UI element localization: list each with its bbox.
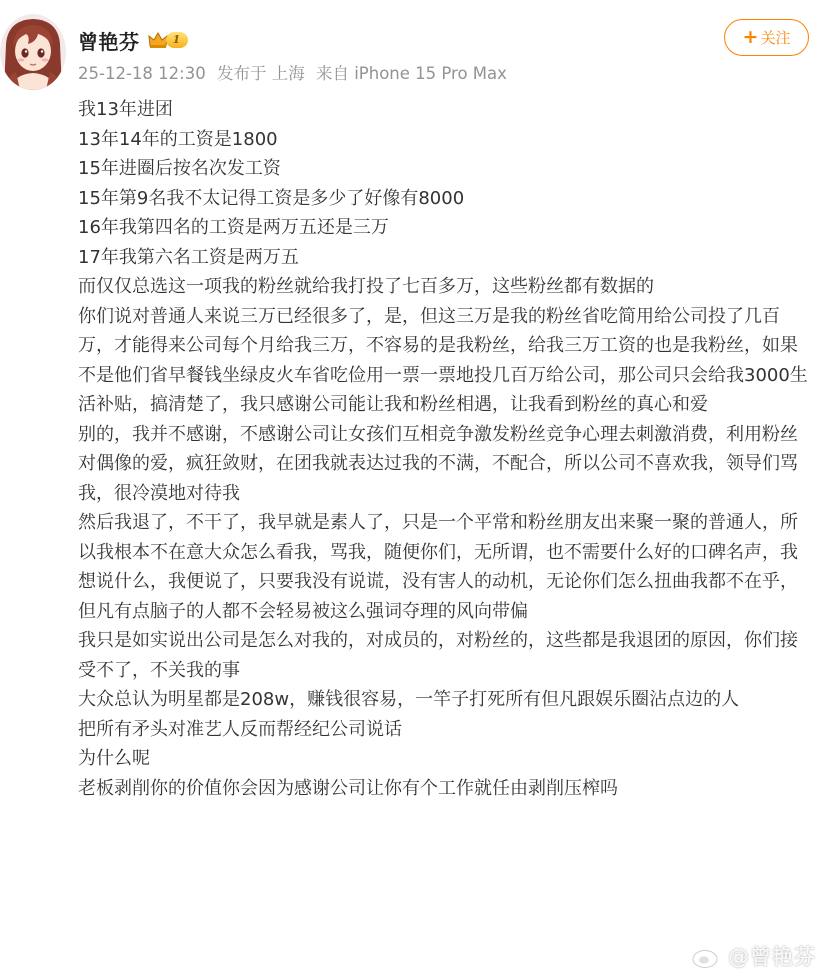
watermark-text: @曾艳芬 bbox=[728, 945, 816, 969]
weibo-logo-icon bbox=[692, 943, 722, 969]
post-meta bbox=[78, 60, 507, 84]
post-paragraph: 为什么呢 bbox=[78, 748, 150, 769]
post-paragraph: 而仅仅总选这一项我的粉丝就给我打投了七百多万，这些粉丝都有数据的 bbox=[78, 276, 654, 297]
post-device: 来自 iPhone 15 Pro Max bbox=[315, 64, 507, 83]
watermark bbox=[636, 936, 816, 976]
post-content bbox=[78, 95, 808, 803]
post-paragraph: 你们说对普通人来说三万已经很多了，是，但这三万是我的粉丝省吃简用给公司投了几百万，才能得来公司每个月给我三万，不容易的是我粉丝，给我三万工资的也是我粉丝，如果不是他们省早餐钱坐绿皮火车省吃俭用一票一票地投几百万给公司，那公司只会给我3000生活补贴，搞清楚了，我只感谢公司能让我和粉丝相遇，让我看到粉丝的真心和爱 bbox=[78, 305, 808, 415]
post-paragraph: 我只是如实说出公司是怎么对我的，对成员的，对粉丝的，这些都是我退团的原因，你们接受不了，不关我的事 bbox=[78, 630, 798, 681]
plus-icon: + bbox=[742, 26, 759, 48]
username[interactable]: 曾艳芬 bbox=[78, 29, 140, 54]
post-time[interactable]: 25-12-18 12:30 bbox=[78, 64, 206, 83]
follow-button[interactable] bbox=[724, 19, 809, 56]
avatar[interactable] bbox=[0, 14, 66, 90]
anime-girl-avatar-icon bbox=[0, 14, 66, 90]
post-paragraph: 别的，我并不感谢，不感谢公司让女孩们互相竞争激发粉丝竞争心理去刺激消费，利用粉丝对偶像的爱，疯狂敛财，在团我就表达过我的不满，不配合，所以公司不喜欢我，领导们骂我，很冷漠地对待我 bbox=[78, 423, 798, 504]
crown-icon bbox=[148, 32, 168, 49]
vip-level: 1 bbox=[166, 32, 188, 48]
post-location: 发布于 上海 bbox=[216, 64, 305, 83]
post-paragraph: 把所有矛头对准艺人反而帮经纪公司说话 bbox=[78, 718, 402, 740]
post-paragraph: 15年进圈后按名次发工资 bbox=[78, 158, 281, 179]
post-paragraph: 我13年进团 bbox=[78, 99, 173, 120]
post-paragraph: 13年14年的工资是1800 bbox=[78, 128, 278, 150]
post-paragraph: 16年我第四名的工资是两万五还是三万 bbox=[78, 217, 389, 238]
post-paragraph: 然后我退了，不干了，我早就是素人了，只是一个平常和粉丝朋友出来聚一聚的普通人，所以我根本不在意大众怎么看我，骂我，随便你们，无所谓，也不需要什么好的口碑名声，我想说什么，我便说了，只要我没有说谎，没有害人的动机，无论你们怎么扭曲我都不在乎，但凡有点脑子的人都不会轻易被这么强词夺理的风向带偏 bbox=[78, 512, 798, 622]
follow-button-label: 关注 bbox=[760, 29, 791, 47]
post-paragraph: 老板剥削你的价值你会因为感谢公司让你有个工作就任由剥削压榨吗 bbox=[78, 777, 618, 799]
vip-badge[interactable] bbox=[148, 32, 188, 49]
post-paragraph: 大众总认为明星都是208w，赚钱很容易，一竿子打死所有但凡跟娱乐圈沾点边的人 bbox=[78, 689, 740, 710]
post-paragraph: 15年第9名我不太记得工资是多少了好像有8000 bbox=[78, 187, 465, 209]
post-paragraph: 17年我第六名工资是两万五 bbox=[78, 246, 299, 268]
author-row bbox=[78, 26, 188, 54]
